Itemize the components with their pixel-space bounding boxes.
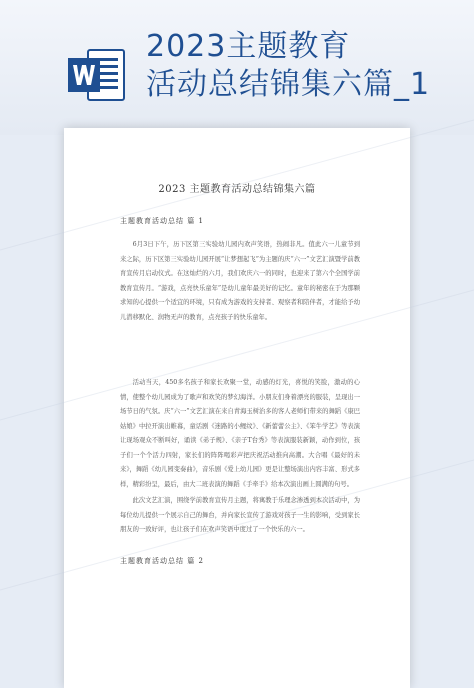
word-icon [66, 44, 128, 106]
document-heading: 2023 主题教育活动总结锦集六篇 [158, 184, 316, 195]
page-title [146, 28, 430, 104]
title-line-1: 2023主题教育 [146, 29, 351, 64]
paragraph-1: 6月3日下午，历下区第三实验幼儿园内欢声笑语，热闹非凡。值此六一儿童节到来之际，历下区第三实验幼儿园开展“让梦想起飞”为主题的庆“六一”文艺汇演暨学前教育宣传月启动仪式。在这灿烂的六月，我们欢庆六一的同时，也迎来了第六个全国学前教育宣传月。“游戏，点亮快乐童年”是幼儿童年最美好的记忆。童年的秘密在于为那颗求知的心提供一个适宜的环境，只有成为游戏的支持者、观察者和陪伴者，才能给予幼儿潜移默化、润物无声的教育，点亮孩子的快乐童年。 [120, 241, 360, 321]
paragraph-2: 活动当天，450多名孩子和家长欢聚一堂，动感的灯光，喜悦的笑脸，激动的心情，使整个幼儿园成为了歌声和欢笑的梦幻海洋。小朋友们身着漂亮的服装，呈现出一场节日的气氛。庆“六一”文艺汇演在来自青海玉树治多的客人老师们带来的舞蹈《康巴姑娘》中拉开演出帷幕，童话剧《迷路的小鲤纹》、《新蕾蕾公主》、《笨牛学艺》等表演让现场观众不断叫好，诵读《弟子规》、《亲子T台秀》等表演服装新颖，动作到位，孩子们一个个活力四射，家长们的阵阵喝彩声把庆祝活动推向高潮。大合唱《最好的未来》，舞蹈《幼儿园变奏曲》，音乐剧《爱上幼儿园》更是让整场演出内容丰富、形式多样，精彩纷呈，最后，由大二班表演的舞蹈《手牵手》给本次演出画上圆满的句号。 [120, 379, 360, 488]
title-line-2: 活动总结锦集六篇_1 [146, 67, 431, 102]
section-title-1: 主题教育活动总结 篇 1 [120, 217, 204, 225]
document-page [64, 128, 410, 688]
paragraph-3: 此次文艺汇演，围绕学前教育宣传月主题，将寓教于乐理念渗透到本次活动中，为每位幼儿提供一个展示自己的舞台，并向家长宣传了游戏对孩子一生的影响，受到家长朋友的一致好评，也让孩子们在欢声笑语中度过了一个快乐的六一。 [120, 497, 360, 533]
header-banner [0, 0, 474, 135]
section-title-2: 主题教育活动总结 篇 2 [120, 557, 204, 565]
